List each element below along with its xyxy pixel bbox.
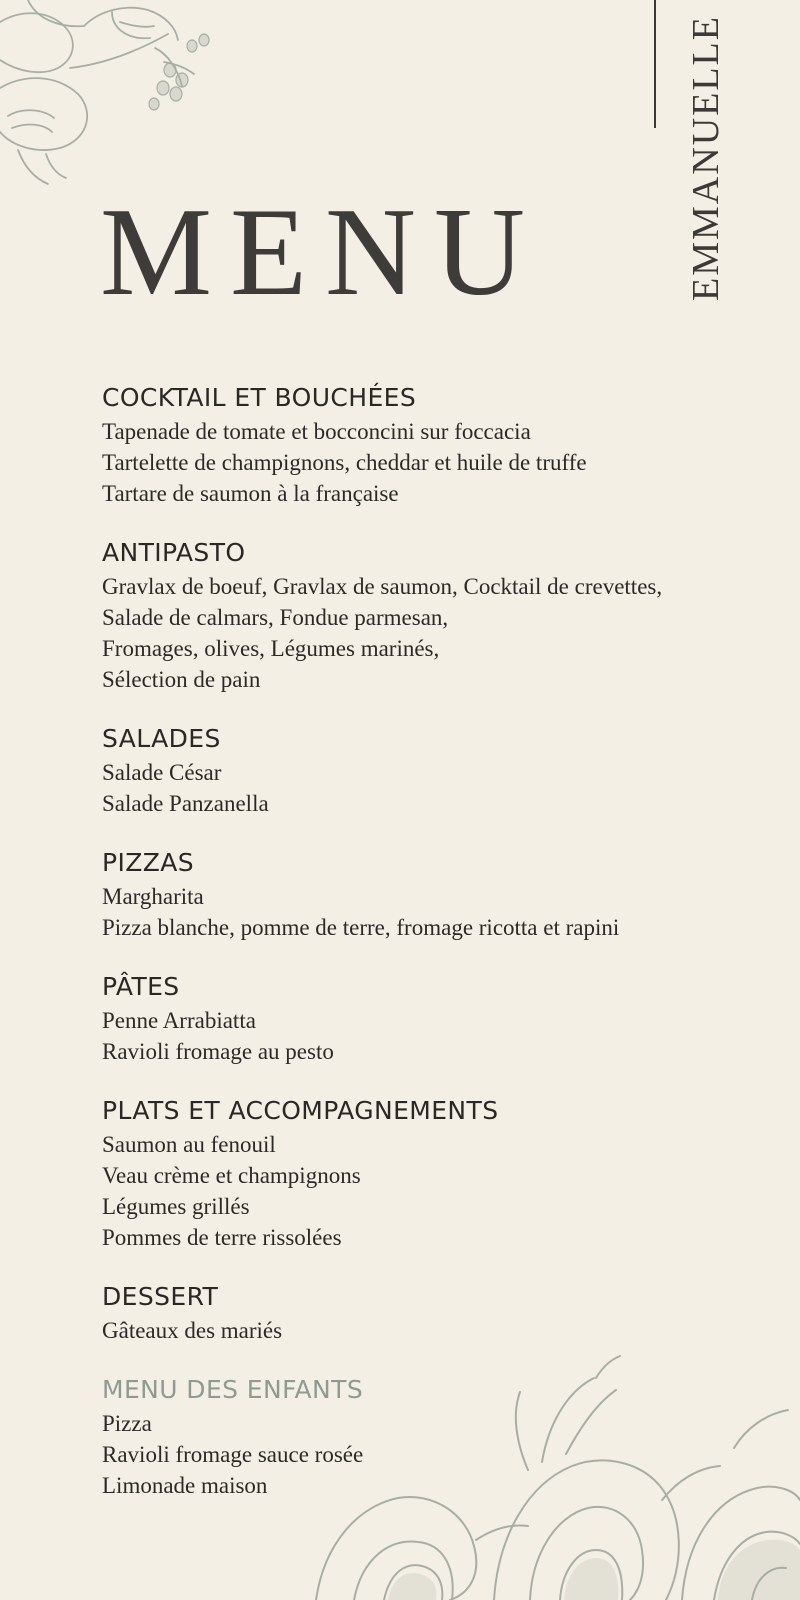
menu-item: Ravioli fromage au pesto [102, 1039, 334, 1064]
menu-item: Tartelette de champignons, cheddar et huile de truffe [102, 450, 587, 475]
section-title: COCKTAIL ET BOUCHÉES [102, 383, 417, 412]
menu-item: Sélection de pain [102, 667, 261, 692]
menu-item: Salade César [102, 760, 222, 785]
menu-section-pates [102, 971, 712, 1067]
section-title: PIZZAS [102, 848, 195, 877]
menu-item: Gravlax de boeuf, Gravlax de saumon, Cocktail de crevettes, [102, 574, 663, 599]
menu-item: Gâteaux des mariés [102, 1318, 283, 1343]
guest-name-vertical [680, 15, 732, 301]
menu-item: Pommes de terre rissolées [102, 1225, 342, 1250]
menu-section-pizzas [102, 847, 712, 943]
menu-item: Margharita [102, 884, 204, 909]
menu-item: Tartare de saumon à la française [102, 481, 399, 506]
vertical-divider-line [654, 0, 656, 128]
menu-item: Salade de calmars, Fondue parmesan, [102, 605, 449, 630]
menu-section-enfants [102, 1374, 712, 1501]
menu-section-antipasto [102, 537, 712, 695]
menu-item: Saumon au fenouil [102, 1132, 276, 1157]
menu-item: Salade Panzanella [102, 791, 269, 816]
menu-item: Pizza [102, 1411, 152, 1436]
section-title: PLATS ET ACCOMPAGNEMENTS [102, 1096, 499, 1125]
menu-sections [102, 382, 712, 1529]
menu-item: Tapenade de tomate et bocconcini sur foccacia [102, 419, 531, 444]
section-title: SALADES [102, 724, 221, 753]
menu-section-cocktail [102, 382, 712, 509]
menu-item: Limonade maison [102, 1473, 268, 1498]
menu-item: Pizza blanche, pomme de terre, fromage ricotta et rapini [102, 915, 620, 940]
menu-item: Penne Arrabiatta [102, 1008, 256, 1033]
menu-item: Ravioli fromage sauce rosée [102, 1442, 364, 1467]
section-title: DESSERT [102, 1282, 219, 1311]
menu-section-salades [102, 723, 712, 819]
menu-section-dessert [102, 1281, 712, 1346]
menu-item: Légumes grillés [102, 1194, 250, 1219]
menu-item: Veau crème et champignons [102, 1163, 361, 1188]
section-title: PÂTES [102, 972, 180, 1001]
floral-corner-icon [0, 0, 230, 200]
section-title: ANTIPASTO [102, 538, 246, 567]
menu-section-plats [102, 1095, 712, 1253]
section-title: MENU DES ENFANTS [102, 1375, 364, 1404]
menu-item: Fromages, olives, Légumes marinés, [102, 636, 440, 661]
guest-name-text: EMMANUELLE [685, 15, 727, 301]
menu-title: MENU [100, 183, 543, 322]
